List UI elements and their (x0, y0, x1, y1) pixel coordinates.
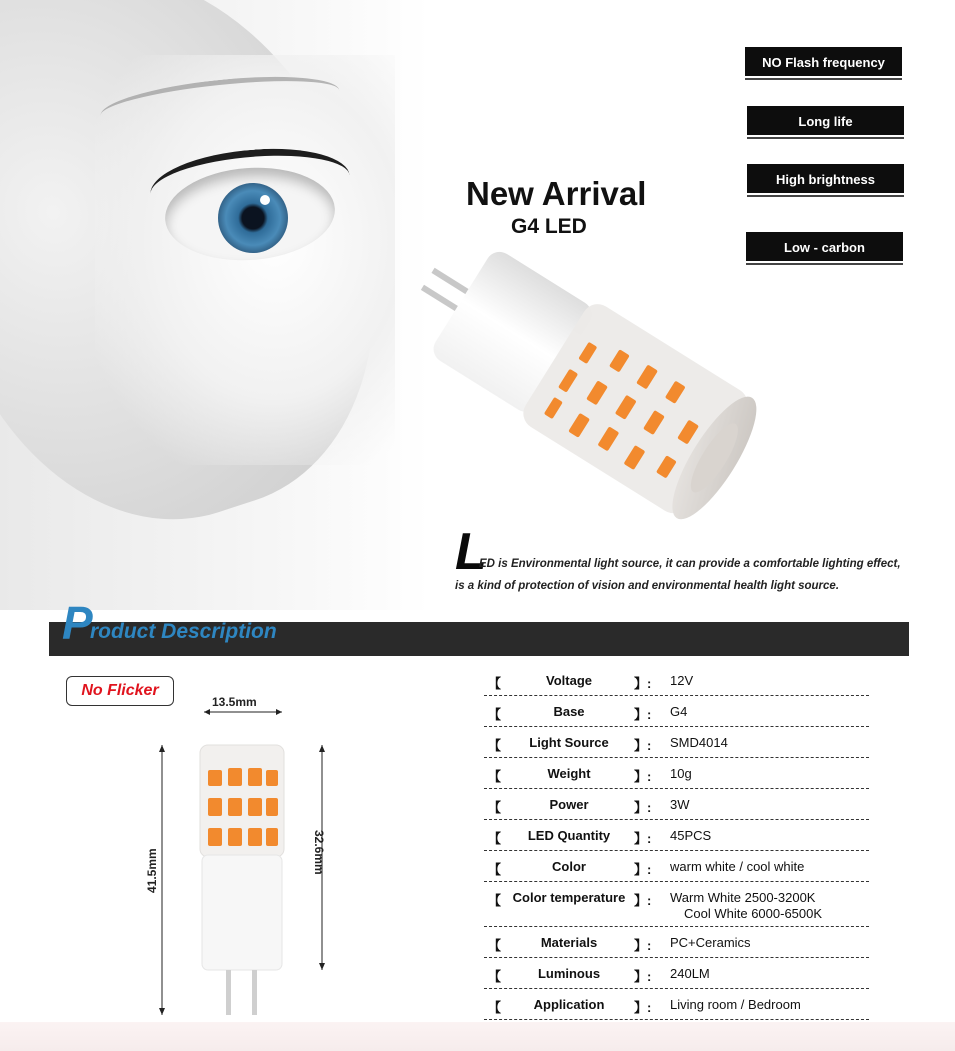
dimension-drawing (140, 690, 360, 1030)
spec-value: warm white / cool white (670, 859, 805, 874)
spec-row-base (484, 696, 869, 727)
bracket-open: 【 (488, 800, 502, 815)
headline-block (466, 174, 676, 238)
bracket-close: 】: (634, 676, 652, 691)
spec-label: Power (549, 797, 589, 812)
led-initial: L (455, 523, 487, 581)
feature-badge: Long life (747, 106, 904, 137)
led-text-line2: is a kind of protection of vision and environmental health light source. (455, 580, 840, 592)
headline: New Arrival (466, 175, 647, 212)
bracket-close: 】: (634, 738, 652, 753)
subheadline: G4 LED (511, 215, 587, 238)
spec-value: 3W (670, 797, 690, 812)
spec-row-voltage (484, 665, 869, 696)
spec-row-color-temperature (484, 882, 869, 927)
spec-value: PC+Ceramics (670, 935, 751, 950)
spec-label: Application (533, 997, 605, 1012)
bracket-close: 】: (634, 831, 652, 846)
spec-value: 240LM (670, 966, 710, 981)
bracket-open: 【 (488, 707, 502, 722)
spec-value: Living room / Bedroom (670, 997, 801, 1012)
bracket-open: 【 (488, 938, 502, 953)
bracket-open: 【 (488, 738, 502, 753)
spec-label: Color temperature (512, 890, 626, 905)
spec-value: 10g (670, 766, 692, 781)
bracket-close: 】: (634, 969, 652, 984)
spec-label: Luminous (537, 966, 601, 981)
spec-row-power (484, 789, 869, 820)
spec-value: 12V (670, 673, 694, 688)
spec-row-application (484, 989, 869, 1020)
spec-value: Warm White 2500-3200K (670, 890, 816, 905)
spec-label: Light Source (529, 735, 609, 750)
bracket-close: 】: (634, 893, 652, 908)
spec-row-color (484, 851, 869, 882)
bracket-open: 【 (488, 769, 502, 784)
bottom-band (0, 1022, 955, 1051)
section-title: roduct Description (90, 620, 277, 643)
spec-row-led-quantity (484, 820, 869, 851)
bracket-close: 】: (634, 862, 652, 877)
spec-label: Base (553, 704, 585, 719)
bracket-close: 】: (634, 707, 652, 722)
spec-row-light-source (484, 727, 869, 758)
body-height-dimension-label: 32.6mm (312, 830, 326, 875)
bracket-open: 【 (488, 1000, 502, 1015)
spec-label: Materials (540, 935, 598, 950)
spec-value-secondary: Cool White 6000-6500K (684, 906, 823, 921)
bracket-open: 【 (488, 676, 502, 691)
bracket-close: 】: (634, 769, 652, 784)
bracket-open: 【 (488, 969, 502, 984)
feature-badge: High brightness (747, 164, 904, 195)
width-dimension-label: 13.5mm (212, 695, 257, 709)
led-bulb-image (420, 235, 780, 545)
no-flicker-badge: No Flicker (66, 676, 174, 706)
spec-value: SMD4014 (670, 735, 728, 750)
feature-badge: NO Flash frequency (745, 47, 902, 78)
spec-table (484, 665, 869, 1020)
height-dimension-label: 41.5mm (145, 848, 159, 893)
eye-iris (218, 183, 288, 253)
spec-label: Color (552, 859, 586, 874)
feature-badge: Low - carbon (746, 232, 903, 263)
eye-glint (260, 195, 270, 205)
section-initial: P (62, 597, 93, 649)
bracket-close: 】: (634, 800, 652, 815)
spec-row-materials (484, 927, 869, 958)
bracket-close: 】: (634, 1000, 652, 1015)
spec-value: 45PCS (670, 828, 712, 843)
spec-value: G4 (670, 704, 688, 719)
led-text-line1: ED is Environmental light source, it can provide a comfortable lighting effect, (479, 558, 901, 570)
spec-row-luminous (484, 958, 869, 989)
spec-label: Voltage (546, 673, 592, 688)
spec-label: LED Quantity (527, 828, 611, 843)
bracket-open: 【 (488, 893, 502, 908)
spec-row-weight (484, 758, 869, 789)
bracket-open: 【 (488, 831, 502, 846)
spec-label: Weight (547, 766, 591, 781)
bracket-close: 】: (634, 938, 652, 953)
bracket-open: 【 (488, 862, 502, 877)
